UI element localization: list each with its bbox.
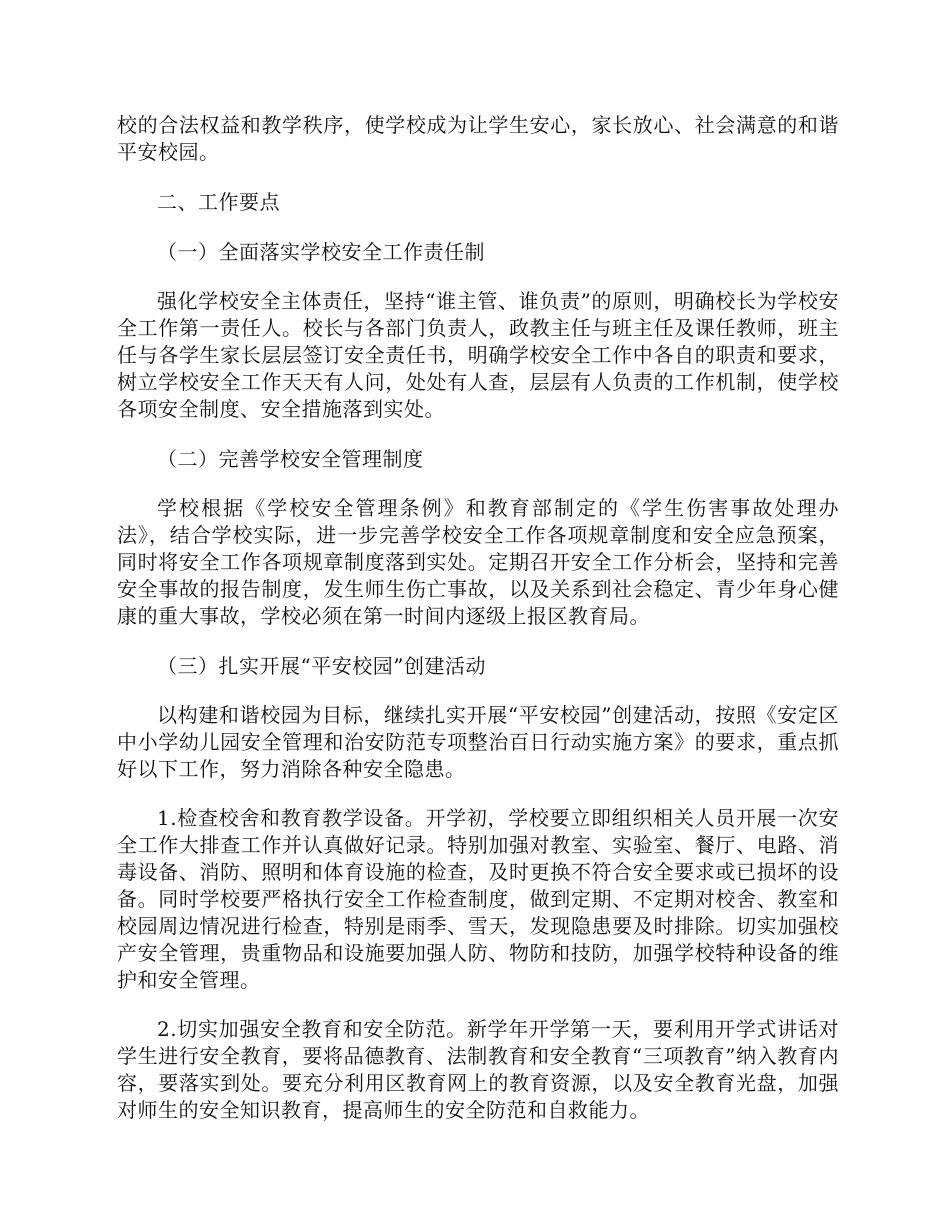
subsection-heading-management-system: （二）完善学校安全管理制度	[157, 447, 424, 471]
document-page	[117, 112, 839, 1124]
subsection-heading-safe-campus: （三）扎实开展“平安校园”创建活动	[157, 654, 486, 678]
paragraph-item-2: 2.切实加强安全教育和安全防范。新学年开学第一天，要利用开学式讲话对学生进行安全教育，要将品德教育、法制教育和安全教育“三项教育”纳入教育内容，要落实到处。要充分利用区教育网上的教育资源，以及安全教育光盘，加强对师生的安全知识教育，提高师生的安全防范和自救能力。	[117, 1017, 839, 1122]
paragraph-safe-campus: 以构建和谐校园为目标，继续扎实开展“平安校园”创建活动，按照《安定区中小学幼儿园安全管理和治安防范专项整治百日行动实施方案》的要求，重点抓好以下工作，努力消除各种安全隐患。	[117, 703, 839, 781]
paragraph-continued: 校的合法权益和教学秩序，使学校成为让学生安心，家长放心、社会满意的和谐平安校园。	[117, 113, 839, 164]
section-heading-work-points: 二、工作要点	[157, 190, 280, 214]
subsection-heading-responsibility: （一）全面落实学校安全工作责任制	[157, 240, 485, 264]
paragraph-management-system: 学校根据《学校安全管理条例》和教育部制定的《学生伤害事故处理办法》，结合学校实际，进一步完善学校安全工作各项规章制度和安全应急预案，同时将安全工作各项规章制度落到实处。定期召开安全工作分析会，坚持和完善安全事故的报告制度，发生师生伤亡事故，以及关系到社会稳定、青少年身心健康的重大事故，学校必须在第一时间内逐级上报区教育局。	[117, 496, 839, 628]
paragraph-item-1: 1.检查校舍和教育教学设备。开学初，学校要立即组织相关人员开展一次安全工作大排查工作并认真做好记录。特别加强对教室、实验室、餐厅、电路、消毒设备、消防、照明和体育设施的检查，及时更换不符合安全要求或已损坏的设备。同时学校要严格执行安全工作检查制度，做到定期、不定期对校舍、教室和校园周边情况进行检查，特别是雨季、雪天，发现隐患要及时排除。切实加强校产安全管理，贵重物品和设施要加强人防、物防和技防，加强学校特种设备的维护和安全管理。	[117, 806, 839, 992]
paragraph-responsibility: 强化学校安全主体责任，坚持“谁主管、谁负责”的原则，明确校长为学校安全工作第一责任人。校长与各部门负责人，政教主任与班主任及课任教师，班主任与各学生家长层层签订安全责任书，明确学校安全工作中各自的职责和要求，树立学校安全工作天天有人问，处处有人查，层层有人负责的工作机制，使学校各项安全制度、安全措施落到实处。	[117, 289, 839, 421]
